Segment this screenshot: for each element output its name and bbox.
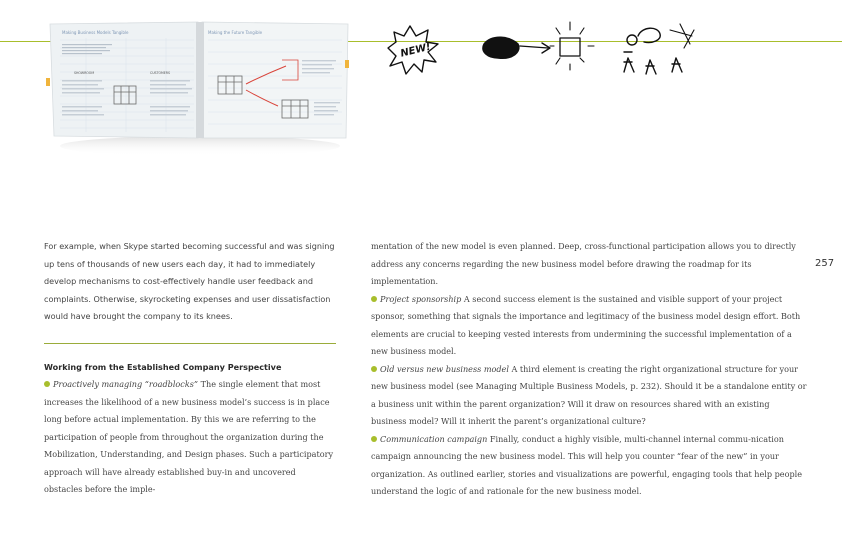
item-text: Finally, conduct a highly visible, multi-channel internal commu-nication campaign announcing the new business model. This will help you counter “fear of the new” in your organization. As outlined earlier, stories and visualizations are powerful, engaging tools that help people understand the logic of and rationale for the new business model. bbox=[371, 433, 803, 496]
item-text: The single element that most increases the likelihood of a new business model’s success is in place long before actual implementation. By this we are referring to the participation of people from throughout the organization during the Mobilization, Understanding, and Design phases. Such a participatory approach will have already established buy-in and uncovered obstacles before the imple- bbox=[44, 379, 334, 494]
left-column-body bbox=[44, 376, 336, 499]
bullet-icon bbox=[371, 366, 377, 372]
item-term: Old versus new business model bbox=[380, 363, 509, 374]
item-term: Proactively managing “roadblocks” bbox=[53, 379, 199, 389]
bullet-icon bbox=[371, 296, 377, 302]
item-term: Project sponsorship bbox=[380, 293, 462, 304]
open-book-illustration bbox=[46, 18, 354, 158]
item-roadblocks bbox=[44, 376, 336, 499]
item-term: Communication campaign bbox=[380, 433, 488, 444]
item-communication-campaign bbox=[371, 431, 807, 501]
sketch-doodles bbox=[380, 18, 710, 86]
bullet-icon bbox=[44, 381, 50, 387]
page-number: 257 bbox=[815, 258, 835, 269]
right-intro-paragraph: mentation of the new model is even planned. Deep, cross-functional participation allows you to directly address any concerns regarding the new business model before drawing the roadmap for its implementation. bbox=[371, 241, 796, 286]
section-divider bbox=[44, 343, 336, 344]
new-burst-label: NEW! bbox=[399, 41, 432, 60]
section-heading: Working from the Established Company Perspective bbox=[44, 362, 282, 372]
right-column-body bbox=[371, 238, 807, 501]
book-left-title: Making Business Models Tangible bbox=[62, 30, 129, 35]
book-customers-label: CUSTOMERS bbox=[150, 71, 171, 75]
skype-paragraph: For example, when Skype started becoming successful and was signing up tens of thousands of new users each day, it had to immediately develop mechanisms to cost-effectively handle user feedback and complaints. Otherwise, skyrocketing expenses and user dissatisfaction would have brought the company to its knees. bbox=[44, 241, 335, 321]
item-text: A second success element is the sustained and visible support of your project sponsor, something that signals the importance and legitimacy of the business model design effort. Both elements are crucial to keeping vested interests from undermining the successful implementation of a new business model. bbox=[371, 293, 801, 356]
intro-paragraph-left bbox=[44, 238, 336, 326]
item-old-vs-new bbox=[371, 361, 807, 431]
bullet-icon bbox=[371, 436, 377, 442]
book-showroom-label: SHOWROOM bbox=[74, 71, 95, 75]
item-project-sponsorship bbox=[371, 291, 807, 361]
item-text: A third element is creating the right organizational structure for your new business model (see Managing Multiple Business Models, p. 232). Should it be a standalone entity or a business unit within the parent organization? Will it draw on resources shared with an existing business model? Will it inherit the parent’s organizational culture? bbox=[371, 363, 807, 426]
book-right-title: Making the Future Tangible bbox=[208, 30, 263, 35]
